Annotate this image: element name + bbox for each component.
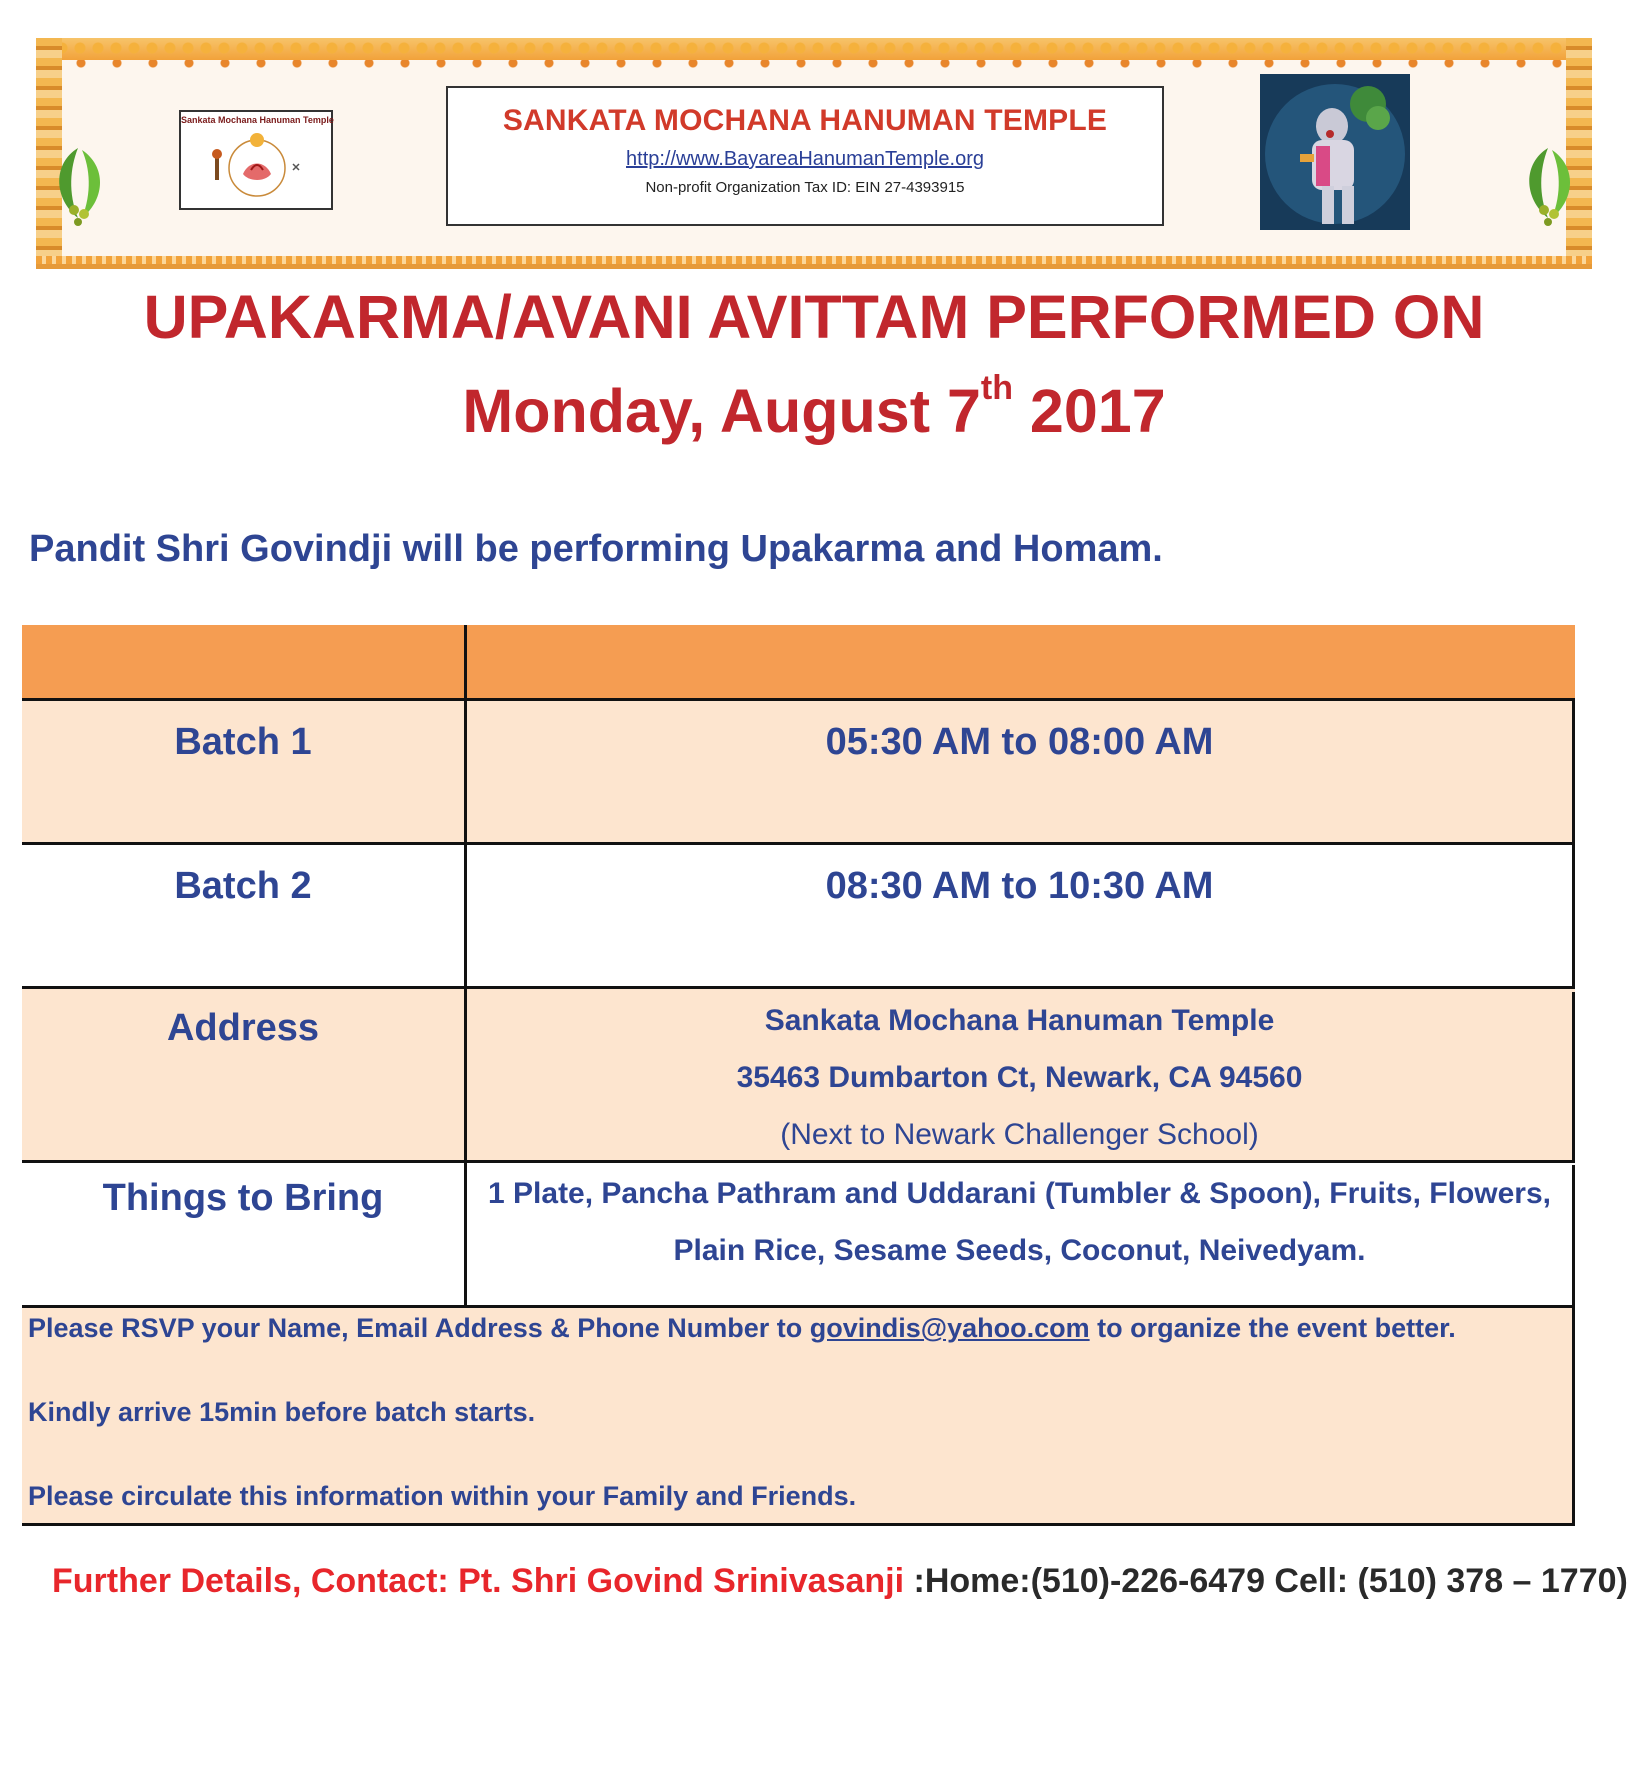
temple-tax-id: Non-profit Organization Tax ID: EIN 27-4393915: [645, 179, 965, 196]
batch-1-label: Batch 1: [174, 721, 312, 763]
batch-2-time: 08:30 AM to 10:30 AM: [825, 865, 1214, 907]
things-to-bring-line-2: Plain Rice, Sesame Seeds, Coconut, Neivedyam.: [673, 1234, 1366, 1267]
address-line-landmark: (Next to Newark Challenger School): [780, 1118, 1259, 1151]
table-row-things-to-bring: [22, 1163, 1575, 1308]
arrival-note: Kindly arrive 15min before batch starts.: [28, 1397, 536, 1427]
header-banner: [36, 38, 1592, 269]
om-lotus-icon: [205, 130, 309, 202]
event-date: [0, 368, 1628, 446]
address-label: Address: [166, 1007, 320, 1049]
garland-drops-decoration: [36, 60, 1592, 70]
table-row-batch-1: [22, 701, 1575, 845]
table-value-cell: [467, 701, 1575, 842]
address-line-street: 35463 Dumbarton Ct, Newark, CA 94560: [736, 1061, 1303, 1094]
table-label-cell: [22, 701, 467, 842]
pandit-announcement: Pandit Shri Govindji will be performing Upakarma and Homam.: [29, 528, 1163, 570]
table-header-row: [22, 625, 1575, 701]
event-date-main: Monday, August 7: [462, 377, 981, 445]
event-date-suffix: th: [980, 368, 1013, 407]
notes-section: [22, 1308, 1575, 1526]
contact-phones: :Home:(510)-226-6479 Cell: (510) 378 – 1770): [904, 1562, 1628, 1600]
things-to-bring-label: Things to Bring: [102, 1177, 384, 1219]
event-headline: UPAKARMA/AVANI AVITTAM PERFORMED ON: [143, 283, 1485, 351]
table-header-cell: [467, 625, 1575, 698]
table-header-cell: [22, 625, 467, 698]
table-row-address: [22, 989, 1575, 1163]
temple-logo-caption: Sankata Mochana Hanuman Temple: [181, 115, 334, 125]
rsvp-note-tail: to organize the event better.: [1089, 1313, 1456, 1343]
rsvp-email-link[interactable]: govindis@yahoo.com: [809, 1313, 1090, 1343]
table-label-cell: [22, 1163, 467, 1305]
bottom-frieze-decoration: [36, 256, 1592, 264]
address-line-name: Sankata Mochana Hanuman Temple: [764, 1004, 1275, 1037]
right-leaves-icon: [1518, 138, 1580, 228]
event-date-year: 2017: [1012, 377, 1166, 445]
schedule-table: [22, 625, 1575, 1526]
left-leaves-icon: [48, 138, 110, 228]
temple-website-link[interactable]: http://www.BayareaHanumanTemple.org: [626, 148, 984, 170]
contact-label: Further Details, Contact: Pt. Shri Govind Srinivasanji: [52, 1562, 905, 1600]
batch-2-label: Batch 2: [174, 865, 312, 907]
temple-name: SANKATA MOCHANA HANUMAN TEMPLE: [502, 104, 1108, 137]
rsvp-note: [28, 1313, 1572, 1344]
table-row-batch-2: [22, 845, 1575, 989]
table-label-cell: [22, 989, 467, 1160]
contact-line: [52, 1562, 1628, 1601]
garland-decoration: [36, 38, 1592, 60]
table-value-cell: [467, 845, 1575, 986]
things-to-bring-line-1: 1 Plate, Pancha Pathram and Uddarani (Tumbler & Spoon), Fruits, Flowers,: [488, 1177, 1551, 1210]
address-value: [467, 992, 1575, 1160]
table-label-cell: [22, 845, 467, 986]
hanuman-idol-image: [1260, 74, 1410, 230]
things-to-bring-value: [467, 1165, 1575, 1305]
circulate-note: Please circulate this information within your Family and Friends.: [28, 1481, 857, 1511]
temple-logo: [179, 110, 333, 210]
temple-title-box: [446, 86, 1164, 226]
batch-1-time: 05:30 AM to 08:00 AM: [825, 721, 1214, 763]
rsvp-note-text: Please RSVP your Name, Email Address & Phone Number to: [28, 1313, 810, 1343]
